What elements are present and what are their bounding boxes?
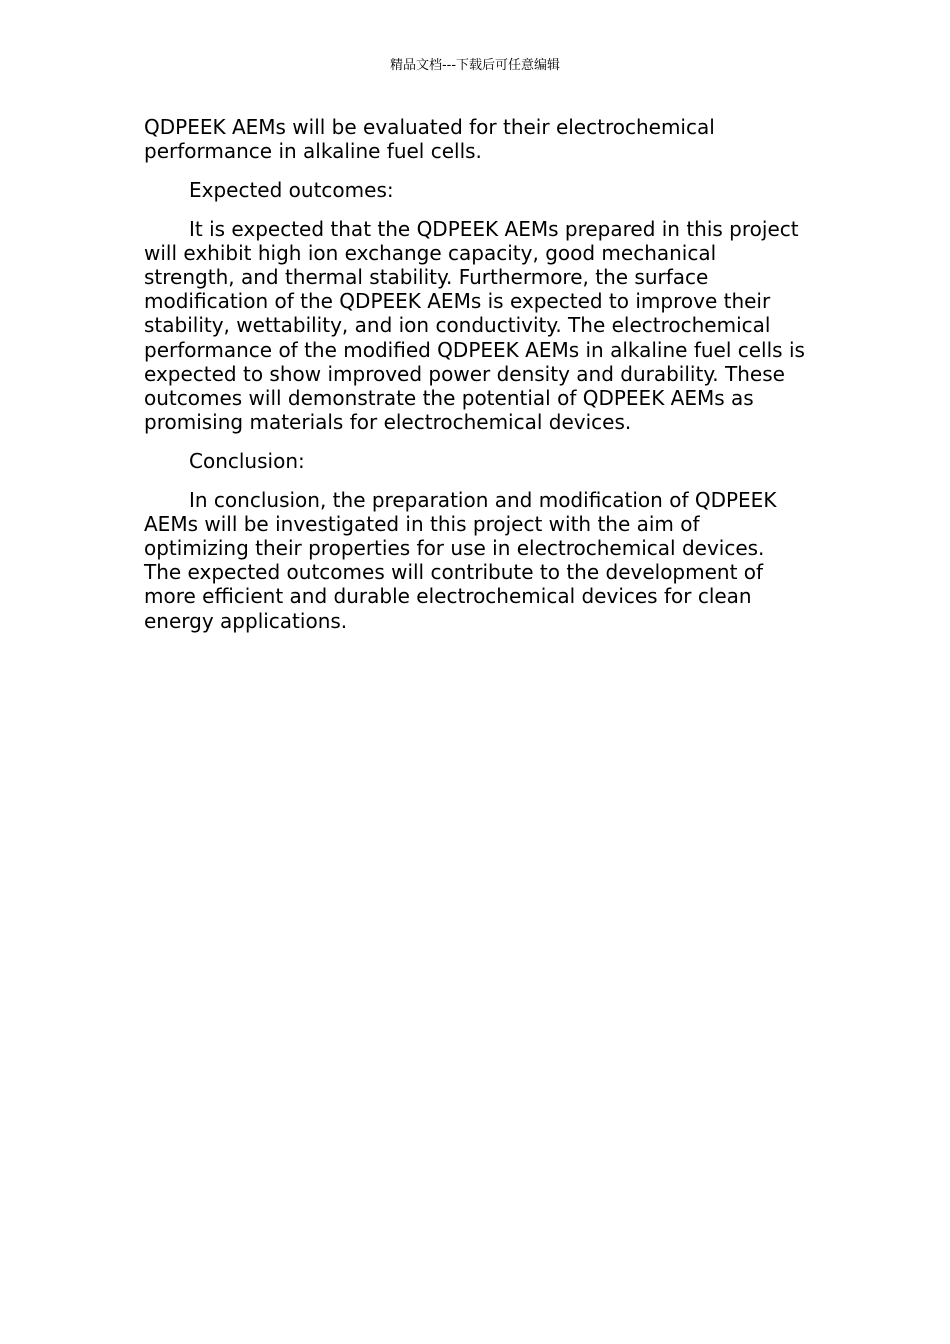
- paragraph-expected-outcomes: It is expected that the QDPEEK AEMs prepared in this project will exhibit high ion exchange capacity, good mechanical strength, and thermal stability. Furthermore, the surface modification of the QDPEEK AEMs is expected to improve their stability, wettability, and ion conductivity. The electrochemical performance of the modified QDPEEK AEMs in alkaline fuel cells is expected to show improved power density and durability. These outcomes will demonstrate the potential of QDPEEK AEMs as promising materials for electrochemical devices.: [144, 216, 805, 435]
- page-header: 精品文档---下载后可任意编辑: [389, 58, 561, 73]
- section-heading-conclusion: Conclusion:: [189, 448, 305, 473]
- paragraph-conclusion: In conclusion, the preparation and modification of QDPEEK AEMs will be investigated in this project with the aim of optimizing their properties for use in electrochemical devices. The expected outcomes will contribute to the development of more efficient and durable electrochemical devices for clean energy applications.: [144, 487, 777, 633]
- document-body: [144, 115, 806, 647]
- section-heading-expected-outcomes: Expected outcomes:: [189, 177, 394, 202]
- paragraph-evaluation: QDPEEK AEMs will be evaluated for their electrochemical performance in alkaline fuel cells.: [144, 115, 715, 164]
